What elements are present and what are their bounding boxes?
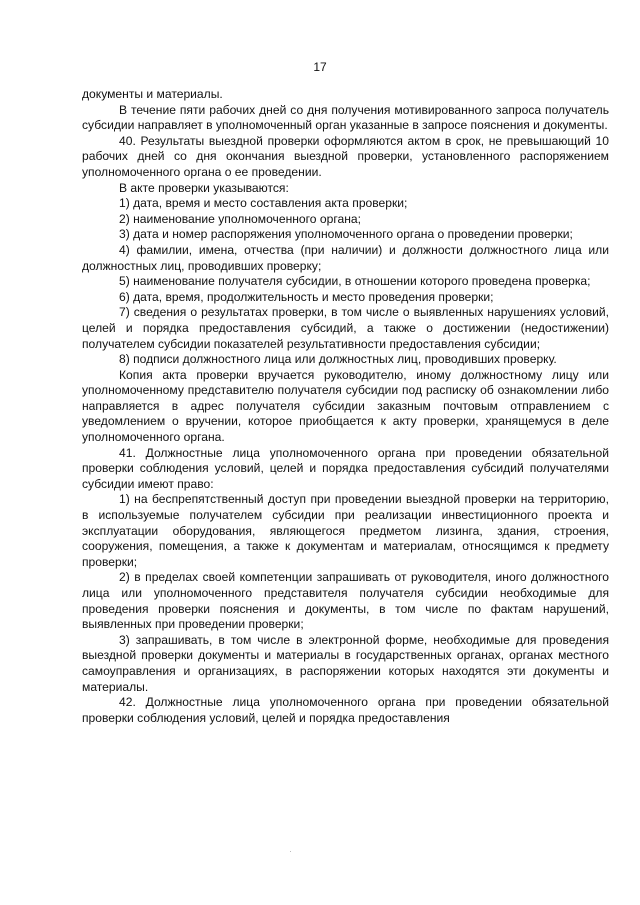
- paragraph-clause-40: 40. Результаты выездной проверки оформляются актом в срок, не превышающий 10 рабочих дней со дня окончания выездной проверки, установленного распоряжением уполномоченного органа о ее проведении.: [82, 133, 609, 179]
- list-item: 3) дата и номер распоряжения уполномоченного органа о проведении проверки;: [119, 227, 573, 242]
- paragraph-continuation: документы и материалы.: [82, 87, 223, 101]
- list-item: 7) сведения о результатах проверки, в том числе о выявленных нарушениях условий, целей и порядка предоставления субсидий, а также о достижении (недостижении) получателем субсидии показателей результативности предоставления субсидии;: [82, 305, 609, 351]
- page-number: 17: [313, 60, 327, 74]
- list-item: 5) наименование получателя субсидии, в отношении которого проведена проверка;: [119, 274, 591, 289]
- list-item: 2) в пределах своей компетенции запрашивать от руководителя, иного должностного лица или уполномоченного представителя получателя субсидии необходимые для проведения проверки пояснения и документы, в том числе по фактам нарушений, выявленных при проведении проверки;: [82, 570, 609, 632]
- list-item: 1) на беспрепятственный доступ при проведении выездной проверки на территорию, в используемые получателем субсидии при реализации инвестиционного проекта и эксплуатации оборудования, являющегося предметом лизинга, здания, строения, сооружения, помещения, а также к документам и материалам, относящимся к предмету проверки;: [82, 492, 609, 569]
- list-item: 4) фамилии, имена, отчества (при наличии) и должности должностного лица или должностных лиц, проводивших проверку;: [82, 242, 609, 273]
- paragraph: В течение пяти рабочих дней со дня получения мотивированного запроса получатель субсидии направляет в уполномоченный орган указанные в запросе пояснения и документы.: [82, 102, 609, 133]
- document-body: [82, 87, 609, 726]
- paragraph-clause-41: 41. Должностные лица уполномоченного органа при проведении обязательной проверки соблюдения условий, целей и порядка предоставления субсидий получателями субсидии имеют право:: [82, 445, 609, 491]
- list-item: 1) дата, время и место составления акта проверки;: [119, 196, 408, 211]
- paragraph: Копия акта проверки вручается руководителю, иному должностному лицу или уполномоченному представителю получателя субсидии под расписку об ознакомлении либо направляется в адрес получателя субсидии заказным почтовым отправлением с уведомлением о вручении, которое приобщается к акту проверки, хранящемуся в деле уполномоченного органа.: [82, 367, 609, 445]
- paragraph-clause-42: 42. Должностные лица уполномоченного органа при проведении обязательной проверки соблюдения условий, целей и порядка предоставления: [82, 695, 609, 725]
- list-item: 8) подписи должностного лица или должностных лиц, проводивших проверку.: [119, 352, 557, 367]
- paragraph: В акте проверки указываются:: [119, 180, 289, 195]
- scan-speck: [290, 851, 291, 852]
- list-item: 6) дата, время, продолжительность и место проведения проверки;: [119, 289, 494, 304]
- list-item: 2) наименование уполномоченного органа;: [119, 211, 361, 226]
- list-item: 3) запрашивать, в том числе в электронной форме, необходимые для проведения выездной проверки документы и материалы в государственных органах, органах местного самоуправления и организациях, в распоряжении которых находятся эти документы и материалы.: [82, 632, 609, 694]
